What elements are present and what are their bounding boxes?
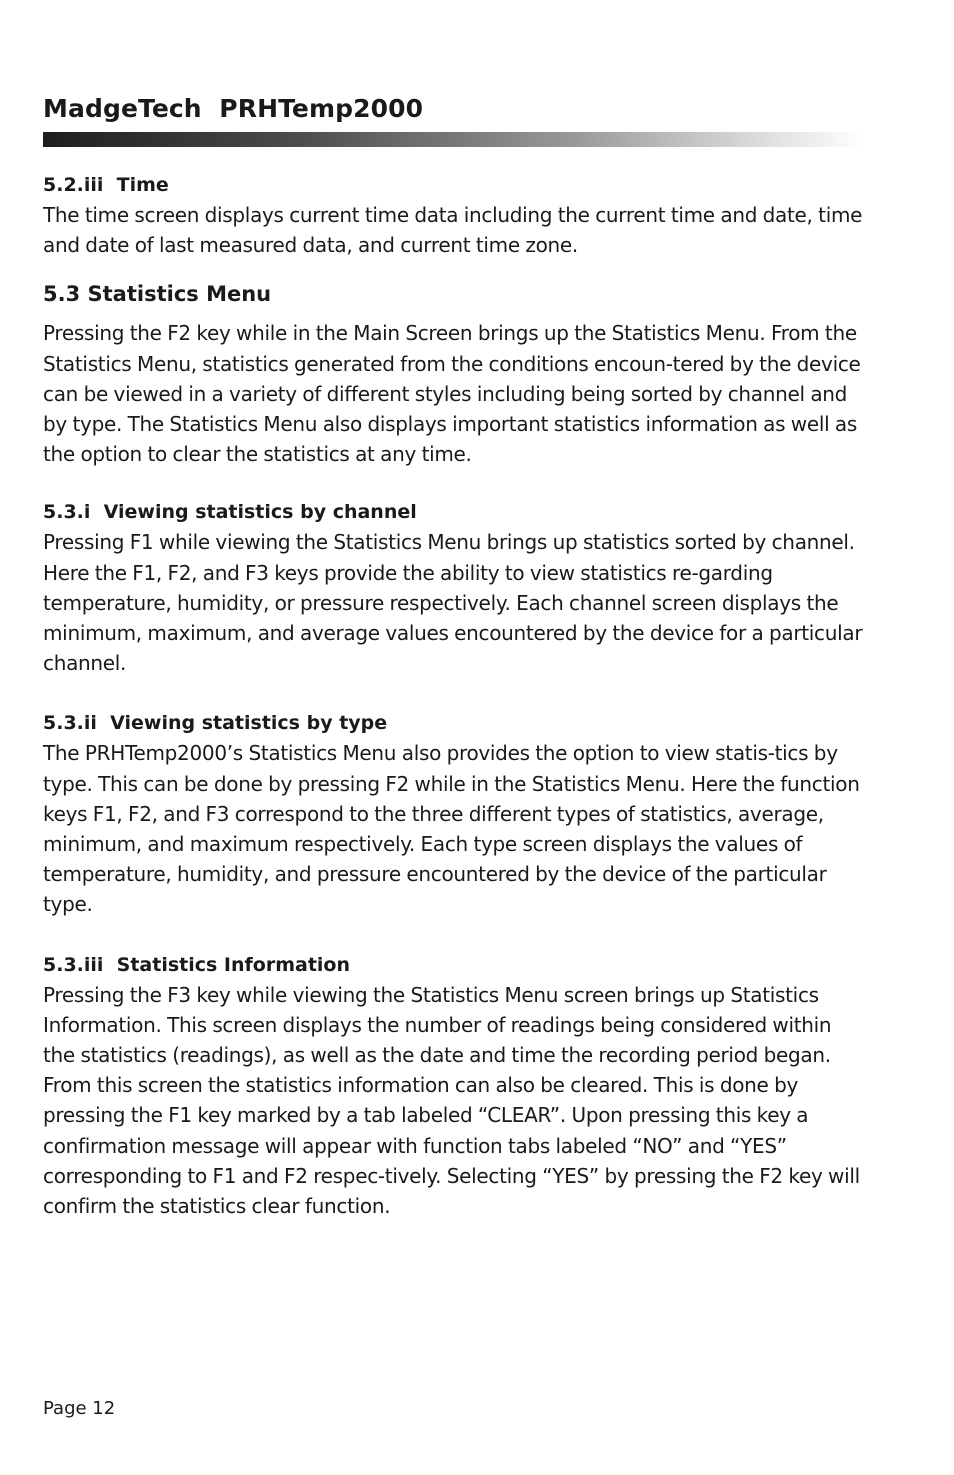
section-time bbox=[43, 170, 865, 260]
section-heading: 5.3.ii Viewing statistics by type bbox=[43, 712, 388, 735]
header-gradient-rule bbox=[43, 132, 865, 147]
page-header-title: MadgeTech PRHTemp2000 bbox=[43, 94, 424, 123]
page-number: Page 12 bbox=[43, 1398, 116, 1419]
page-content bbox=[43, 170, 865, 1221]
section-body: The PRHTemp2000’s Statistics Menu also provides the option to view statis-tics by type. This can be done by pressing F2 while in the Statistics Menu. Here the function keys F1, F2, and F3 correspond to the three different types of statistics, average, minimum, and maximum respectively. Each type screen displays the values of temperature, humidity, and pressure encountered by the device of the particular type. bbox=[43, 741, 860, 917]
section-by-channel bbox=[43, 497, 865, 678]
section-body: The time screen displays current time data including the current time and date, time and date of last measured data, and current time zone. bbox=[43, 203, 863, 258]
section-body: Pressing F1 while viewing the Statistics Menu brings up statistics sorted by channel. Here the F1, F2, and F3 keys provide the ability to view statistics re-garding temperature, humidity, or pressure respectively. Each channel screen displays the minimum, maximum, and average values encountered by the device for a particular channel. bbox=[43, 530, 863, 676]
section-heading: 5.2.iii Time bbox=[43, 174, 169, 196]
section-statistics-information bbox=[43, 950, 865, 1222]
section-statistics-menu bbox=[43, 279, 865, 469]
section-body: Pressing the F2 key while in the Main Screen brings up the Statistics Menu. From the Statistics Menu, statistics generated from the conditions encoun-tered by the device can be viewed in a variety of different styles including being sorted by channel and by type. The Statistics Menu also displays important statistics information as well as the option to clear the statistics at any time. bbox=[43, 321, 861, 467]
section-heading: 5.3.i Viewing statistics by channel bbox=[43, 501, 417, 524]
section-body: Pressing the F3 key while viewing the Statistics Menu screen brings up Statistics Information. This screen displays the number of readings being considered within the statistics (readings), as well as the date and time the recording period began. From this screen the statistics information can also be cleared. This is done by pressing the F1 key marked by a tab labeled “CLEAR”. Upon pressing this key a confirmation message will appear with function tabs labeled “NO” and “YES” corresponding to F1 and F2 respec-tively. Selecting “YES” by pressing the F2 key will confirm the statistics clear function. bbox=[43, 982, 860, 1219]
section-heading: 5.3.iii Statistics Information bbox=[43, 953, 350, 976]
section-heading: 5.3 Statistics Menu bbox=[43, 282, 272, 307]
section-by-type bbox=[43, 708, 865, 919]
